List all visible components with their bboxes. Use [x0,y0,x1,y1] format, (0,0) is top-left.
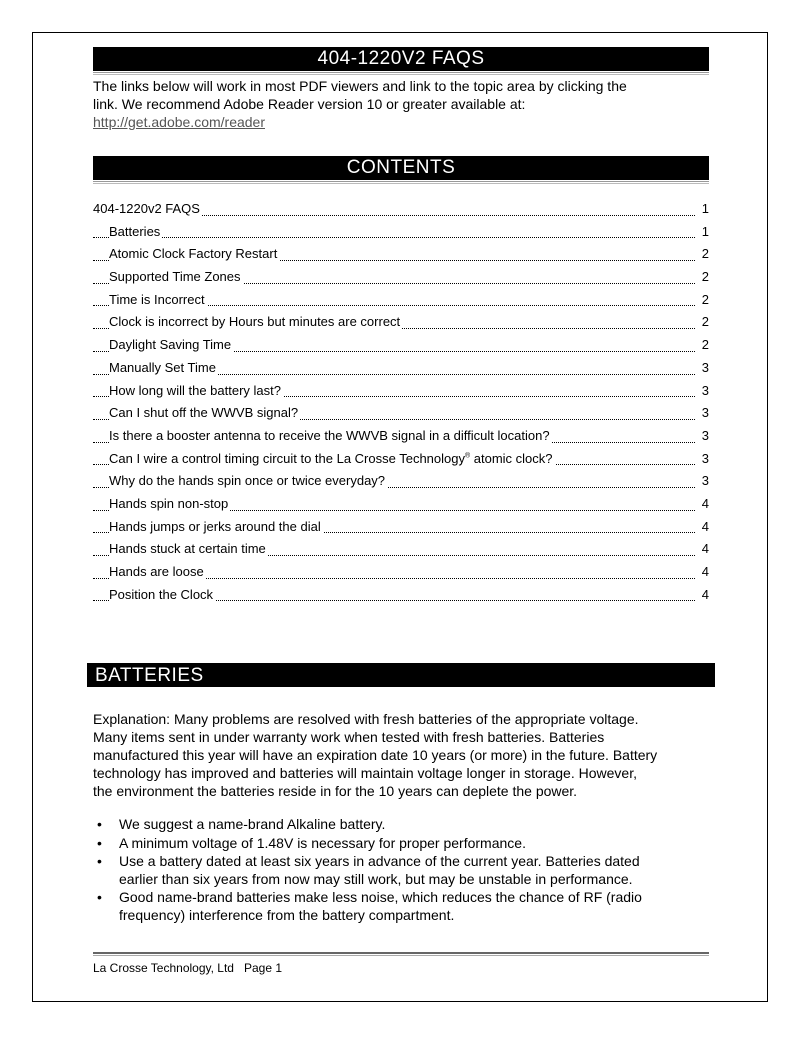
explanation-line: manufactured this year will have an expiration date 10 years (or more) in the future. Battery [93,747,658,763]
bullet-item [93,816,718,834]
toc-entry-page: 2 [699,289,709,312]
toc-entry-page: 3 [699,380,709,403]
toc-entry-label: Batteries [109,223,161,239]
toc-entry[interactable] [93,311,709,334]
toc-entry[interactable] [93,448,709,471]
toc-entry-label: Daylight Saving Time [109,337,232,353]
bullet-item [93,889,718,924]
toc-entry-page: 3 [699,470,709,493]
toc-entry[interactable] [93,198,709,221]
toc-entry-label: Hands stuck at certain time [109,541,266,557]
toc-entry-page: 4 [699,584,709,607]
document-title: 404-1220V2 FAQS [93,47,709,71]
toc-entry-label: Hands jumps or jerks around the dial [109,518,321,534]
bullet-line: earlier than six years from now may still work, but may be unstable in performance. [119,870,633,887]
explanation-line: Many items sent in under warranty work when tested with fresh batteries. Batteries [93,729,605,745]
footer-divider [93,952,709,956]
toc-entry[interactable] [93,266,709,289]
toc-entry[interactable] [93,538,709,561]
bullet-icon: • [97,816,102,832]
batteries-explanation [93,710,718,800]
toc-entry-label: Time is Incorrect [109,291,205,307]
title-divider [93,72,709,75]
explanation-line: Explanation: Many problems are resolved with fresh batteries of the appropriate voltage. [93,711,639,727]
toc-entry[interactable] [93,470,709,493]
bullet-icon: • [97,834,102,851]
toc-entry-label: Hands spin non-stop [109,495,229,511]
bullet-line: A minimum voltage of 1.48V is necessary for proper performance. [119,834,526,851]
toc-entry-page: 2 [699,311,709,334]
bullet-line: We suggest a name-brand Alkaline battery. [119,816,386,832]
toc-entry-page: 3 [699,425,709,448]
toc-entry[interactable] [93,357,709,380]
adobe-reader-link[interactable]: http://get.adobe.com/reader [93,114,265,130]
toc-entry[interactable] [93,516,709,539]
intro-line-1: The links below will work in most PDF viewers and link to the topic area by clicking the [93,78,627,94]
toc-entry-label: Clock is incorrect by Hours but minutes are correct [109,314,401,330]
contents-divider [93,181,709,184]
toc-entry-page: 3 [699,402,709,425]
toc-entry-label: Why do the hands spin once or twice everyday? [109,473,386,489]
bullet-item [93,835,718,853]
toc-entry-page: 1 [699,221,709,244]
toc-entry-label: Can I shut off the WWVB signal? [109,405,299,421]
toc-entry-label: Can I wire a control timing circuit to the La Crosse Technology® atomic clock? [109,450,553,466]
toc-entry[interactable] [93,584,709,607]
toc-entry-label: Supported Time Zones [109,269,241,285]
toc-entry[interactable] [93,493,709,516]
bullet-icon: • [97,889,102,905]
batteries-bullet-list [93,816,718,925]
explanation-line: the environment the batteries reside in for the 10 years can deplete the power. [93,783,578,799]
intro-paragraph [93,77,709,131]
contents-heading: CONTENTS [93,156,709,180]
toc-entry-page: 3 [699,448,709,471]
toc-entry[interactable] [93,561,709,584]
toc-entry[interactable] [93,402,709,425]
toc-entry-page: 4 [699,561,709,584]
bullet-line: frequency) interference from the battery compartment. [119,906,455,923]
toc-entry-page: 1 [699,198,709,221]
toc-leader-dots [93,237,695,238]
toc-entry-label: How long will the battery last? [109,382,281,398]
intro-line-2: link. We recommend Adobe Reader version 10 or greater available at: [93,96,526,112]
bullet-line: Use a battery dated at least six years in advance of the current year. Batteries dated [119,853,640,869]
toc-entry-page: 2 [699,334,709,357]
toc-entry[interactable] [93,243,709,266]
toc-entry-page: 2 [699,266,709,289]
toc-entry-label: Is there a booster antenna to receive the WWVB signal in a difficult location? [109,427,550,443]
bullet-item [93,853,718,888]
toc-entry[interactable] [93,425,709,448]
toc-entry-page: 4 [699,493,709,516]
toc-entry-page: 3 [699,357,709,380]
bullet-line: Good name-brand batteries make less noise, which reduces the chance of RF (radio [119,889,642,905]
table-of-contents [93,198,709,606]
toc-entry-page: 4 [699,516,709,539]
toc-entry[interactable] [93,289,709,312]
toc-entry[interactable] [93,221,709,244]
toc-entry-label: 404-1220v2 FAQS [93,201,200,216]
explanation-line: technology has improved and batteries will maintain voltage longer in storage. However, [93,765,637,781]
batteries-heading: BATTERIES [87,663,715,687]
toc-entry-label: Hands are loose [109,564,204,579]
toc-entry[interactable] [93,334,709,357]
toc-entry-label: Position the Clock [109,586,214,602]
toc-entry-page: 4 [699,538,709,561]
toc-entry-label: Manually Set Time [109,359,216,375]
bullet-icon: • [97,853,102,869]
page-footer: La Crosse Technology, Ltd Page 1 [93,961,283,975]
toc-entry-label: Atomic Clock Factory Restart [109,246,278,262]
toc-entry-page: 2 [699,243,709,266]
toc-entry[interactable] [93,380,709,403]
